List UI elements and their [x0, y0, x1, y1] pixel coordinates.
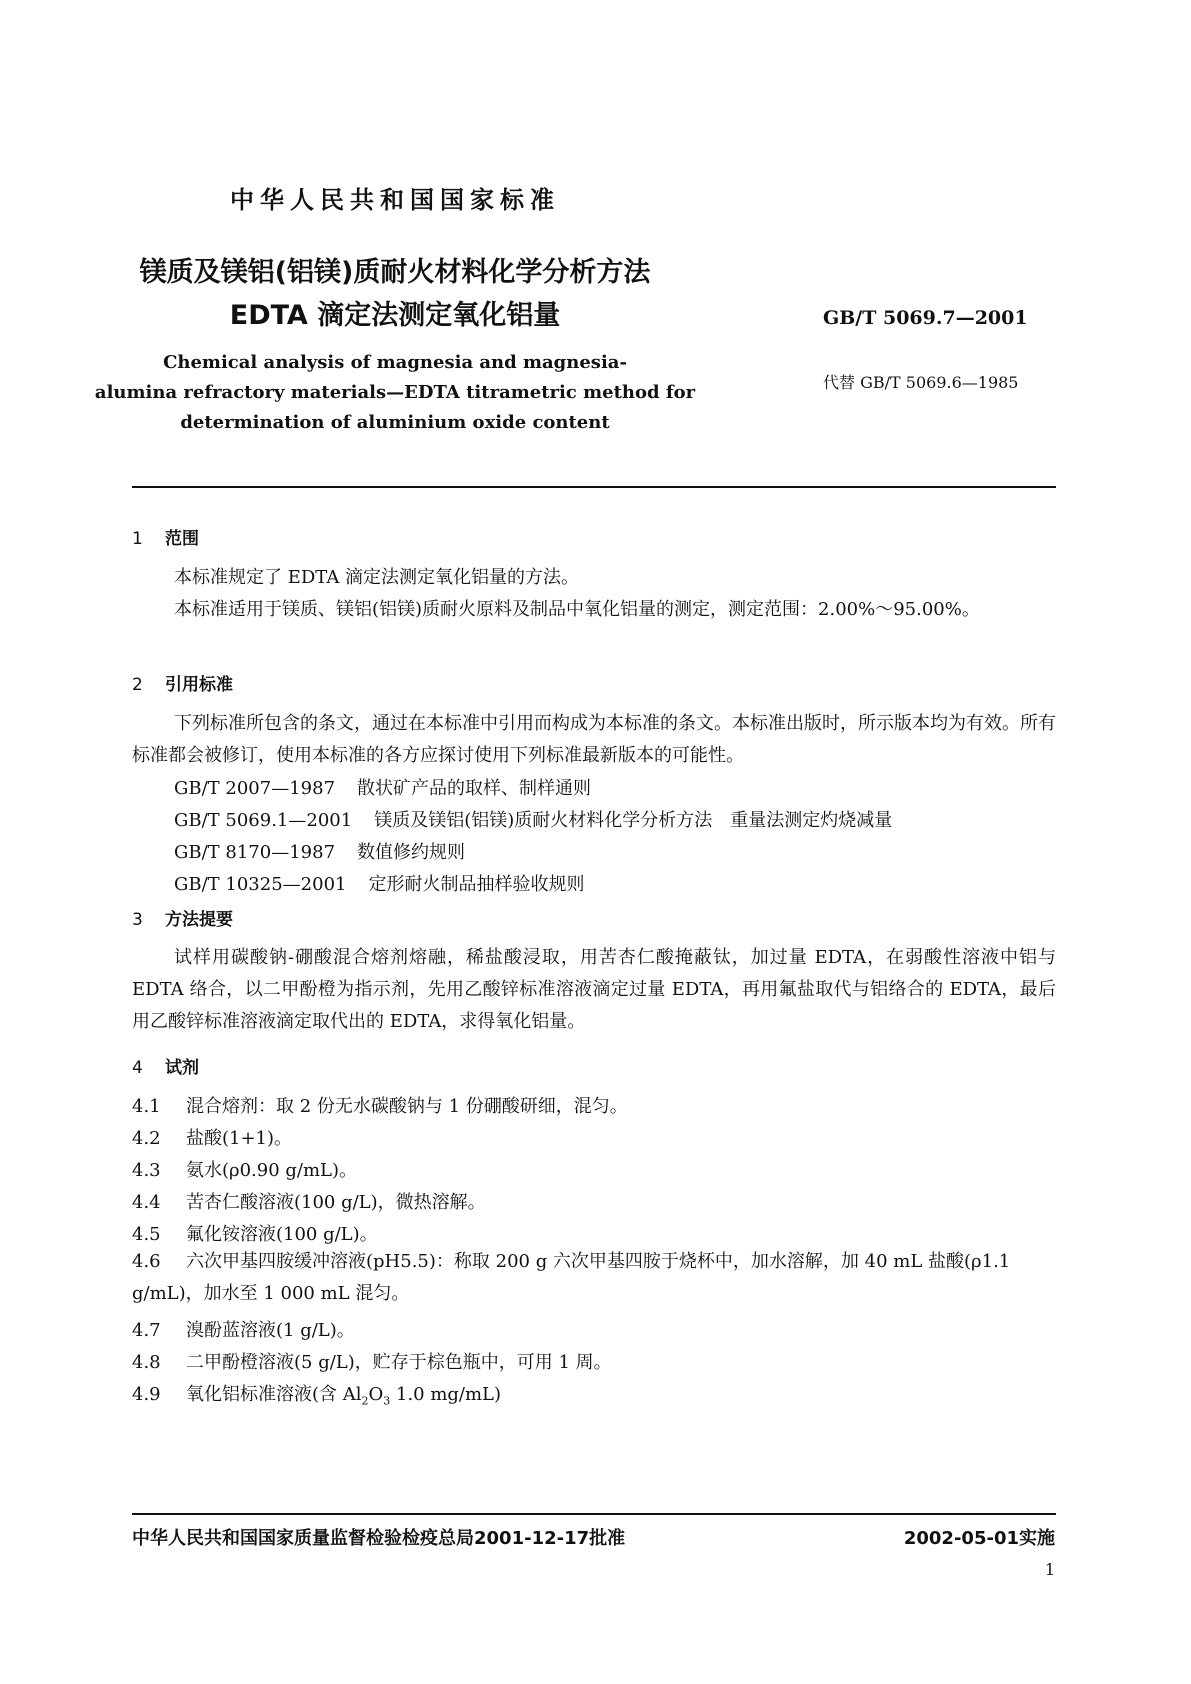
item-text: 苦杏仁酸溶液(100 g/L)，微热溶解。	[186, 1192, 486, 1213]
section-number: 3	[132, 910, 143, 930]
section-2-heading	[132, 670, 233, 695]
item-text: O	[368, 1384, 384, 1405]
reagent-item	[132, 1124, 292, 1150]
reference-title: 数值修约规则	[357, 842, 466, 863]
reference-item	[174, 806, 892, 832]
paragraph: 本标准规定了 EDTA 滴定法测定氧化铝量的方法。	[174, 567, 580, 588]
item-number: 4.6	[132, 1251, 161, 1272]
subscript: 3	[383, 1394, 391, 1408]
subscript: 2	[361, 1394, 369, 1408]
reference-title: 散状矿产品的取样、制样通则	[357, 778, 592, 799]
item-number: 4.5	[132, 1224, 161, 1245]
paragraph: 试样用碳酸钠-硼酸混合熔剂熔融，稀盐酸浸取，用苦杏仁酸掩蔽钛，加过量 EDTA，在弱酸性溶液中铝与 EDTA 络合，以二甲酚橙为指示剂，先用乙酸锌标准溶液滴定过量 EDTA，再用氟盐取代与铝络合的 EDTA，最后用乙酸锌标准溶液滴定取代出的 EDTA，求得氧化铝量。	[132, 947, 1056, 1032]
national-standard-heading: 中华人民共和国国家标准	[230, 186, 560, 214]
reagent-item	[132, 1092, 628, 1118]
reference-item	[174, 838, 465, 864]
item-number: 4.2	[132, 1128, 161, 1149]
reagent-item	[132, 1188, 486, 1214]
reagent-item	[132, 1380, 501, 1408]
section-title: 方法提要	[165, 910, 233, 930]
item-number: 4.7	[132, 1320, 161, 1341]
reference-title: 定形耐火制品抽样验收规则	[368, 874, 585, 895]
section-1-heading	[132, 524, 199, 549]
header-divider	[132, 486, 1056, 488]
reagent-item	[132, 1220, 378, 1246]
reagent-item	[132, 1348, 612, 1374]
section-2-body	[132, 708, 1056, 772]
title-cn-line2: EDTA 滴定法测定氧化铝量	[229, 300, 561, 331]
reagent-item	[132, 1246, 1056, 1310]
title-cn-line1: 镁质及镁铝(铝镁)质耐火材料化学分析方法	[139, 257, 651, 288]
section-3-body	[132, 942, 1056, 1038]
item-text: 二甲酚橙溶液(5 g/L)，贮存于棕色瓶中，可用 1 周。	[186, 1352, 612, 1373]
item-number: 4.4	[132, 1192, 161, 1213]
item-text: 1.0 mg/mL)	[390, 1384, 502, 1405]
reference-item	[174, 774, 591, 800]
section-number: 1	[132, 529, 143, 549]
section-title: 范围	[165, 529, 199, 549]
item-text: 盐酸(1+1)。	[186, 1128, 293, 1149]
effective-date: 2002-05-01实施	[903, 1528, 1055, 1549]
section-title: 引用标准	[165, 675, 233, 695]
reference-item	[174, 870, 584, 896]
paragraph: 下列标准所包含的条文，通过在本标准中引用而构成为本标准的条文。本标准出版时，所示版本均为有效。所有标准都会被修订，使用本标准的各方应探讨使用下列标准最新版本的可能性。	[132, 713, 1056, 766]
title-en-line3: determination of aluminium oxide content	[180, 412, 610, 433]
item-number: 4.1	[132, 1096, 161, 1117]
item-number: 4.8	[132, 1352, 161, 1373]
footer-divider	[132, 1513, 1056, 1515]
reference-title: 镁质及镁铝(铝镁)质耐火材料化学分析方法 重量法测定灼烧减量	[374, 810, 893, 831]
section-number: 4	[132, 1058, 143, 1078]
section-number: 2	[132, 675, 143, 695]
title-en-line2: alumina refractory materials—EDTA titrametric method for	[94, 382, 696, 403]
section-3-heading	[132, 905, 233, 930]
page-number: 1	[1044, 1560, 1055, 1579]
item-text: 六次甲基四胺缓冲溶液(pH5.5)：称取 200 g 六次甲基四胺于烧杯中，加水溶解，加 40 mL 盐酸(ρ1.1 g/mL)，加水至 1 000 mL 混匀。	[132, 1251, 1011, 1304]
item-text: 混合熔剂：取 2 份无水碳酸钠与 1 份硼酸研细，混匀。	[186, 1096, 628, 1117]
replaces-note: 代替 GB/T 5069.6—1985	[823, 373, 1019, 392]
item-text: 氟化铵溶液(100 g/L)。	[186, 1224, 378, 1245]
title-en-line1: Chemical analysis of magnesia and magnesia-	[163, 352, 627, 373]
reference-code: GB/T 8170—1987	[174, 842, 336, 863]
section-4-heading	[132, 1053, 199, 1078]
reference-code: GB/T 5069.1—2001	[174, 810, 353, 831]
reagent-item	[132, 1316, 355, 1342]
reference-code: GB/T 2007—1987	[174, 778, 336, 799]
reference-code: GB/T 10325—2001	[174, 874, 347, 895]
approval-note: 中华人民共和国国家质量监督检验检疫总局2001-12-17批准	[132, 1528, 626, 1549]
item-number: 4.9	[132, 1384, 161, 1405]
item-text: 溴酚蓝溶液(1 g/L)。	[186, 1320, 355, 1341]
standard-code: GB/T 5069.7—2001	[823, 307, 1028, 329]
paragraph: 本标准适用于镁质、镁铝(铝镁)质耐火原料及制品中氧化铝量的测定，测定范围：2.00%～95.00%。	[174, 599, 980, 620]
item-text: 氧化铝标准溶液(含 Al	[186, 1384, 362, 1405]
section-title: 试剂	[165, 1058, 199, 1078]
item-number: 4.3	[132, 1160, 161, 1181]
item-text: 氨水(ρ0.90 g/mL)。	[186, 1160, 358, 1181]
reagent-item	[132, 1156, 357, 1182]
section-1-body	[132, 562, 1056, 626]
